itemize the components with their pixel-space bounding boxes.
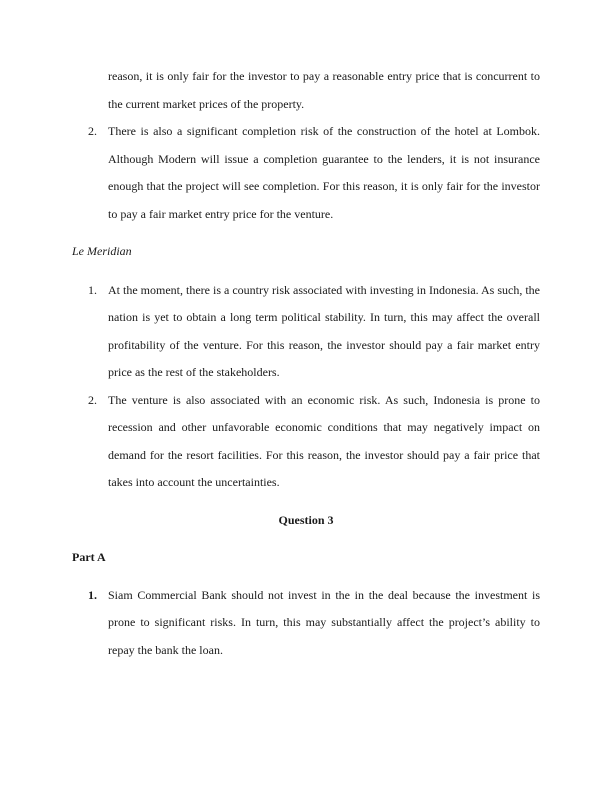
list-item [72,118,540,228]
list-item [72,387,540,497]
list-item [72,277,540,387]
heading-le-meridian: Le Meridian [72,244,132,258]
list-item [72,582,540,665]
list-item-text: Siam Commercial Bank should not invest in the in the deal because the investment is prone to significant risks. In turn, this may substantially affect the project’s ability to repay the bank the loan. [108,587,540,657]
heading-question-3: Question 3 [278,512,334,527]
list-item-text: The venture is also associated with an economic risk. As such, Indonesia is prone to recession and other unfavorable economic conditions that may negatively impact on demand for the resort facilities. For this reason, the investor should pay a fair price that takes into account the uncertainties. [108,392,540,489]
list-item-number: 2. [88,392,97,407]
list-item-number: 1. [88,282,97,297]
paragraph-continuation: reason, it is only fair for the investor to pay a reasonable entry price that is concurrent to the current market prices of the property. [108,69,540,111]
list-item-number: 1. [88,587,97,602]
list-item-number: 2. [88,124,97,138]
list-item-text: At the moment, there is a country risk associated with investing in Indonesia. As such, the nation is yet to obtain a long term political stability. In turn, this may affect the overall profitability of the venture. For this reason, the investor should pay a fair market entry price as the rest of the stakeholders. [108,282,540,379]
list-item-text: There is also a significant completion risk of the construction of the hotel at Lombok. Although Modern will issue a completion guarantee to the lenders, it is not insurance enough that the project will see completion. For this reason, it is only fair for the investor to pay a fair market entry price for the venture. [108,124,540,221]
heading-part-a: Part A [72,550,106,564]
